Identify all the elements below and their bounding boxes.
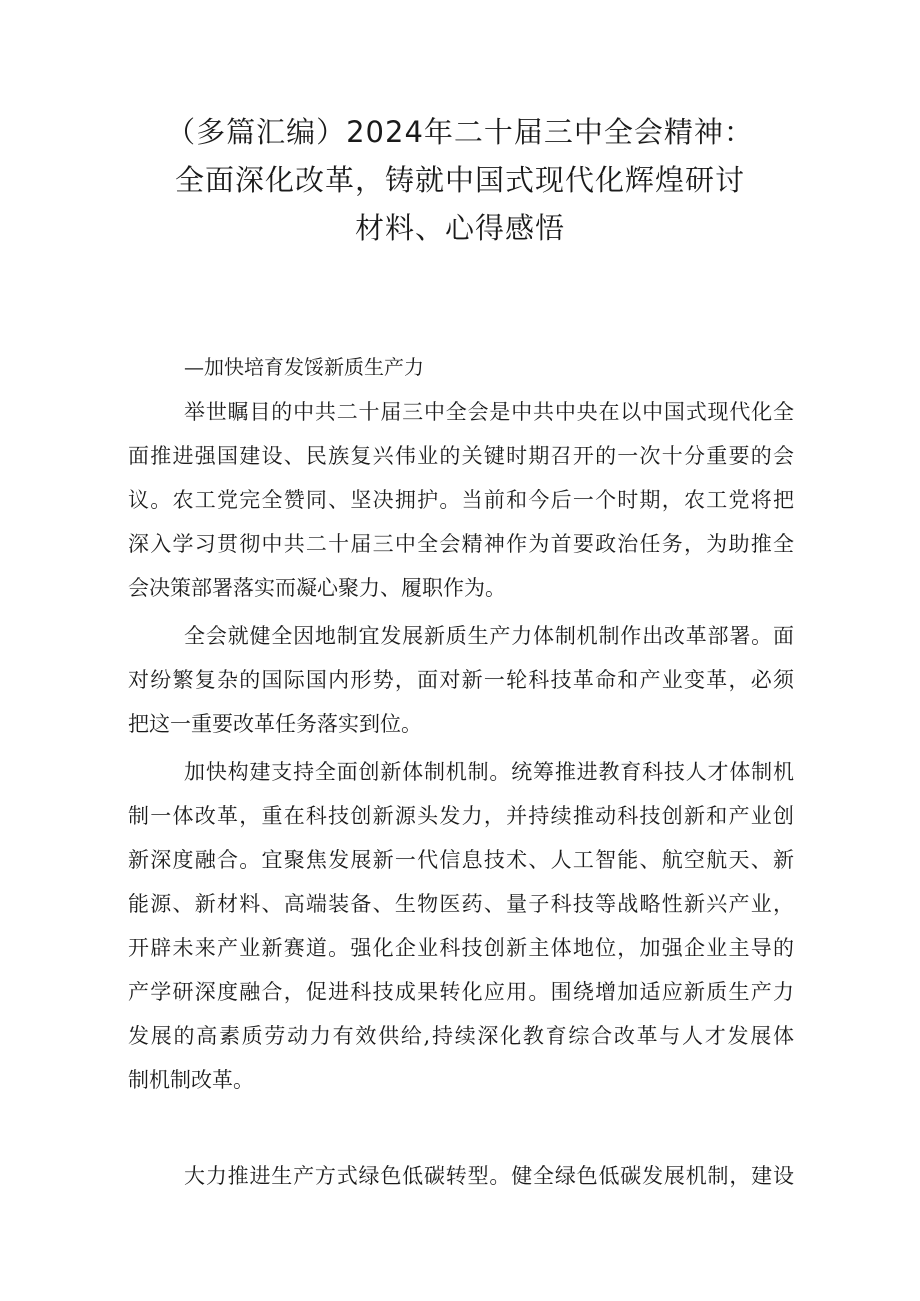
paragraph-3-line: 制机制改革。 [128,1068,254,1092]
paragraph-3-line: 制一体改革，重在科技创新源头发力，并持续推动科技创新和产业创 [128,804,794,828]
paragraph-3-line: 发展的高素质劳动力有效供给,持续深化教育综合改革与人才发展体 [128,1024,794,1048]
paragraph-3-line: 产学研深度融合，促进科技成果转化应用。围绕增加适应新质生产力 [128,980,794,1004]
paragraph-2-line: 把这一重要改革任务落实到位。 [128,712,422,736]
paragraph-3-line: 开辟未来产业新赛道。强化企业科技创新主体地位，加强企业主导的 [128,936,794,960]
document-title [110,108,810,252]
title-line-1: （多篇汇编）2024年二十届三中全会精神： [166,115,754,149]
paragraph-1-line: 面推进强国建设、民族复兴伟业的关键时期召开的一次十分重要的会 [128,444,794,468]
section-subheading: —加快培育发馁新质生产力 [184,355,424,379]
paragraph-3-line: 能源、新材料、高端装备、生物医药、量子科技等战略性新兴产业， [128,892,794,916]
paragraph-2-line: 全会就健全因地制宜发展新质生产力体制机制作出改革部署。面 [184,624,794,648]
paragraph-3-line: 新深度融合。宜聚焦发展新一代信息技术、人工智能、航空航天、新 [128,848,794,872]
paragraph-1-line: 深入学习贯彻中共二十届三中全会精神作为首要政治任务，为助推全 [128,532,794,556]
paragraph-1-line: 议。农工党完全赞同、坚决拥护。当前和今后一个时期，农工党将把 [128,488,794,512]
paragraph-4-line: 大力推进生产方式绿色低碳转型。健全绿色低碳发展机制，建设 [184,1164,794,1188]
paragraph-3-line: 加快构建支持全面创新体制机制。统筹推进教育科技人才体制机 [184,760,794,784]
paragraph-1-line: 会决策部署落实而凝心聚力、履职作为。 [128,576,506,600]
paragraph-2-line: 对纷繁复杂的国际国内形势，面对新一轮科技革命和产业变革，必须 [128,668,794,692]
paragraph-1-line: 举世瞩目的中共二十届三中全会是中共中央在以中国式现代化全 [184,400,794,424]
title-line-3: 材料、心得感悟 [354,211,565,245]
title-line-2: 全面深化改革，铸就中国式现代化辉煌研讨 [174,163,745,197]
